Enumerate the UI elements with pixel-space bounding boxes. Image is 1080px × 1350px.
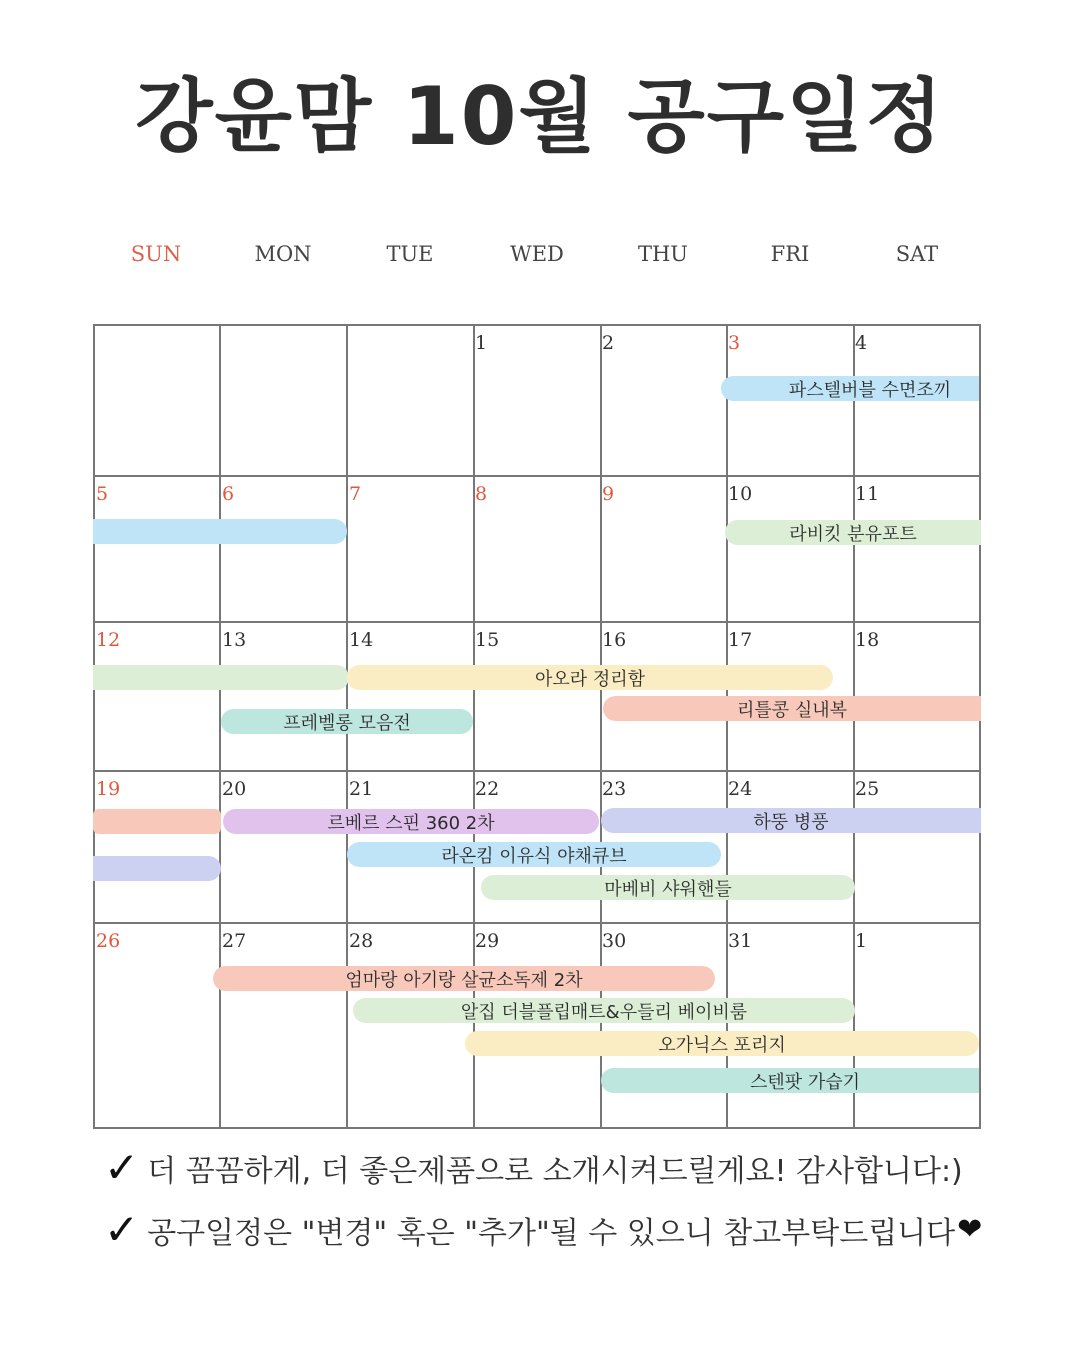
event-bar-rabbit-continued bbox=[93, 665, 349, 690]
event-bar-mabebe bbox=[481, 875, 855, 900]
event-bar-littlekong bbox=[603, 696, 981, 721]
day-number: 12 bbox=[96, 629, 121, 651]
day-number: 2 bbox=[602, 332, 615, 354]
note-2 bbox=[104, 1205, 982, 1254]
event-bar-hadduk-continued bbox=[93, 856, 221, 881]
event-label: 알집 더블플립매트&우들리 베이비룸 bbox=[460, 1001, 748, 1023]
day-number: 18 bbox=[855, 629, 880, 651]
day-number: 15 bbox=[475, 629, 500, 651]
event-label: 엄마랑 아기랑 살균소독제 2차 bbox=[345, 969, 583, 991]
day-number: 17 bbox=[728, 629, 753, 651]
day-number: 20 bbox=[222, 778, 247, 800]
weekday-sun: SUN bbox=[130, 242, 182, 266]
event-bar-premel bbox=[221, 709, 473, 734]
checkmark-icon: ✓ bbox=[104, 1205, 140, 1254]
day-number: 24 bbox=[728, 778, 753, 800]
day-number: 28 bbox=[349, 930, 374, 952]
grid-line bbox=[93, 324, 95, 1129]
grid-line bbox=[93, 475, 981, 477]
event-bar-rever bbox=[223, 809, 599, 834]
note-1 bbox=[104, 1143, 963, 1192]
heart-icon: ❤ bbox=[957, 1212, 983, 1247]
day-number: 31 bbox=[728, 930, 753, 952]
day-number: 5 bbox=[96, 483, 109, 505]
grid-line bbox=[93, 770, 981, 772]
day-number: 13 bbox=[222, 629, 247, 651]
day-number: 23 bbox=[602, 778, 627, 800]
day-number: 10 bbox=[728, 483, 753, 505]
event-bar-aura bbox=[347, 665, 833, 690]
day-number: 3 bbox=[728, 332, 741, 354]
event-label: 라비킷 분유포트 bbox=[789, 523, 917, 545]
event-bar-littlekong-continued bbox=[93, 809, 221, 834]
event-bar-eomma bbox=[213, 966, 715, 991]
event-label: 마베비 샤워핸들 bbox=[604, 878, 732, 900]
weekday-wed: WED bbox=[510, 242, 564, 266]
day-number: 29 bbox=[475, 930, 500, 952]
note-text: 더 꼼꼼하게, 더 좋은제품으로 소개시켜드릴게요! 감사합니다:) bbox=[147, 1153, 963, 1189]
event-label: 파스텔버블 수면조끼 bbox=[788, 379, 952, 401]
grid-line bbox=[93, 922, 981, 924]
day-number: 14 bbox=[349, 629, 374, 651]
event-bar-rabbit bbox=[725, 520, 981, 545]
event-label: 라온킴 이유식 야채큐브 bbox=[441, 845, 627, 867]
page-title: 강윤맘 10월 공구일정 bbox=[135, 70, 945, 163]
weekday-header bbox=[93, 242, 981, 272]
day-number: 26 bbox=[96, 930, 121, 952]
day-number: 8 bbox=[475, 483, 488, 505]
event-label: 스텐팟 가습기 bbox=[749, 1071, 861, 1093]
day-number: 1 bbox=[855, 930, 868, 952]
day-number: 25 bbox=[855, 778, 880, 800]
weekday-mon: MON bbox=[254, 242, 312, 266]
day-number: 21 bbox=[349, 778, 374, 800]
day-number: 1 bbox=[475, 332, 488, 354]
day-number: 30 bbox=[602, 930, 627, 952]
grid-line bbox=[93, 324, 981, 326]
weekday-sat: SAT bbox=[895, 242, 939, 266]
event-label: 르베르 스핀 360 2차 bbox=[327, 812, 495, 834]
weekday-tue: TUE bbox=[386, 242, 434, 266]
calendar-grid bbox=[93, 324, 981, 1129]
day-number: 16 bbox=[602, 629, 627, 651]
event-label: 아오라 정리함 bbox=[534, 668, 646, 690]
day-number: 19 bbox=[96, 778, 121, 800]
event-bar-raonkim bbox=[347, 842, 721, 867]
day-number: 11 bbox=[855, 483, 880, 505]
event-label: 프레벨롱 모음전 bbox=[283, 712, 411, 734]
grid-line bbox=[93, 1127, 981, 1129]
event-bar-stenpot bbox=[601, 1068, 979, 1093]
event-bar-pastelbubble-continued bbox=[93, 519, 347, 544]
grid-line bbox=[219, 324, 221, 1129]
day-number: 22 bbox=[475, 778, 500, 800]
day-number: 27 bbox=[222, 930, 247, 952]
checkmark-icon: ✓ bbox=[104, 1143, 140, 1192]
grid-line bbox=[979, 324, 981, 1129]
event-bar-hadduk bbox=[601, 808, 981, 833]
day-number: 9 bbox=[602, 483, 615, 505]
note-text: 공구일정은 "변경" 혹은 "추가"될 수 있으니 참고부탁드립니다 bbox=[147, 1215, 956, 1251]
event-bar-alzip bbox=[353, 998, 855, 1023]
event-label: 오가닉스 포리지 bbox=[658, 1034, 786, 1056]
day-number: 4 bbox=[855, 332, 868, 354]
event-label: 리틀콩 실내복 bbox=[736, 699, 848, 721]
weekday-fri: FRI bbox=[770, 242, 810, 266]
event-bar-organix bbox=[465, 1031, 979, 1056]
day-number: 7 bbox=[349, 483, 362, 505]
event-bar-pastelbubble bbox=[721, 376, 979, 401]
weekday-thu: THU bbox=[637, 242, 689, 266]
event-label: 하뚱 병풍 bbox=[753, 811, 829, 833]
day-number: 6 bbox=[222, 483, 235, 505]
grid-line bbox=[93, 621, 981, 623]
